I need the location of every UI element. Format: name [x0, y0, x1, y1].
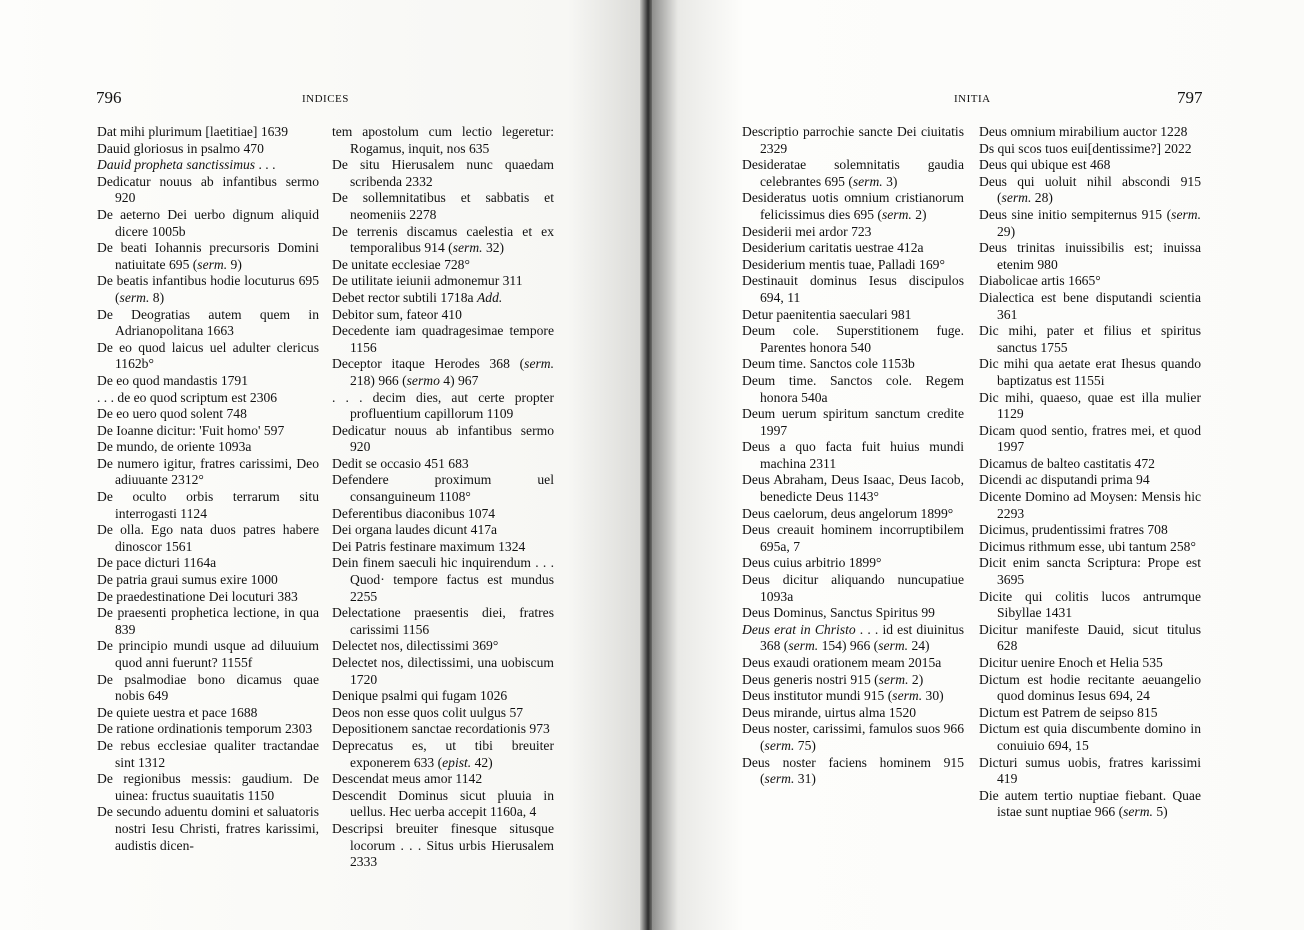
index-entry: Descriptio parrochie sancte Dei ciuitatis 2329 — [742, 124, 964, 156]
index-entry: Delectet nos, dilectissimi 369° — [332, 638, 499, 654]
index-entry: Denique psalmi qui fugam 1026 — [332, 688, 508, 704]
index-entry: Dicendi ac disputandi prima 94 — [979, 472, 1150, 488]
index-entry: Debitor sum, fateor 410 — [332, 306, 462, 322]
index-entry: Dein finem saeculi hic inquirendum . . . Quod· tempore factus est mundus 2255 — [332, 555, 554, 604]
index-entry: Deus dicitur aliquando nuncupatiue 1093a — [742, 572, 964, 604]
index-entry: De numero igitur, fratres carissimi, Deo adiuuante 2312° — [97, 455, 319, 488]
index-entry: Deus Dominus, Sanctus Spiritus 99 — [742, 605, 935, 621]
index-entry: De ratione ordinationis temporum 2303 — [97, 721, 313, 737]
index-entry: De eo quod laicus uel adulter clericus 1162b° — [97, 339, 319, 372]
index-entry: De eo quod mandastis 1791 — [97, 372, 249, 388]
index-entry: Deus generis nostri 915 (serm. 2) — [742, 671, 924, 687]
index-entry: De sollemnitatibus et sabbatis et neomeniis 2278 — [332, 190, 554, 222]
index-entry: Deus qui uoluit nihil abscondi 915 (serm. 28) — [979, 173, 1201, 206]
page-number-left: 796 — [96, 88, 122, 107]
index-entry: Delectet nos, dilectissimi, una uobiscum 1720 — [332, 655, 554, 687]
index-entry: De terrenis discamus caelestia et ex temporalibus 914 (serm. 32) — [332, 223, 554, 256]
index-entry: Debet rector subtili 1718a Add. — [332, 289, 503, 305]
index-entry: Descripsi breuiter finesque situsque locorum . . . Situs urbis Hierusalem 2333 — [332, 820, 554, 870]
index-entry: Dialectica est bene disputandi scientia 361 — [979, 289, 1201, 322]
index-entry: Dic mihi qua aetate erat Ihesus quando baptizatus est 1155i — [979, 356, 1201, 388]
index-entry: . . . decim dies, aut certe propter profluentium capillorum 1109 — [332, 389, 554, 422]
index-entry: Deum time. Sanctos cole 1153b — [742, 356, 915, 372]
index-column-left-1 — [97, 124, 319, 854]
index-entry: Dicamus de balteo castitatis 472 — [979, 455, 1155, 471]
index-entry: Desideratae solemnitatis gaudia celebrantes 695 (serm. 3) — [742, 157, 964, 189]
page-number-right: 797 — [1177, 88, 1203, 107]
index-entry: Dat mihi plurimum [laetitiae] 1639 — [97, 124, 289, 139]
index-entry: Dicit enim sancta Scriptura: Prope est 3695 — [979, 555, 1201, 588]
index-entry: Deus trinitas inuissibilis est; inuissa etenim 980 — [979, 240, 1201, 272]
index-entry: De pace dicturi 1164a — [97, 555, 217, 571]
index-entry: Deum time. Sanctos cole. Regem honora 540a — [742, 372, 964, 405]
index-entry: Desideratus uotis omnium cristianorum felicissimus dies 695 (serm. 2) — [742, 190, 964, 222]
index-entry: Desiderium caritatis uestrae 412a — [742, 240, 924, 256]
index-entry: De olla. Ego nata duos patres habere dinoscor 1561 — [97, 522, 319, 554]
index-entry: De praesenti prophetica lectione, in qua 839 — [97, 605, 319, 637]
index-entry: Deus Abraham, Deus Isaac, Deus Iacob, benedicte Deus 1143° — [742, 472, 964, 505]
running-head-left: INDICES — [302, 93, 349, 105]
index-entry: Defendere proximum uel consanguineum 1108° — [332, 472, 554, 505]
index-entry: Dei organa laudes dicunt 417a — [332, 522, 498, 538]
index-entry: De rebus ecclesiae qualiter tractandae sint 1312 — [97, 737, 319, 770]
index-entry: Dicimus rithmum esse, ubi tantum 258° — [979, 538, 1196, 554]
index-entry: Deum cole. Superstitionem fuge. Parentes honora 540 — [742, 323, 964, 355]
index-entry: De situ Hierusalem nunc quaedam scribenda 2332 — [332, 157, 554, 189]
index-entry: Deum uerum spiritum sanctum credite 1997 — [742, 406, 964, 438]
index-entry: Delectatione praesentis diei, fratres carissimi 1156 — [332, 605, 554, 637]
index-entry: De regionibus messis: gaudium. De uinea: fructus suauitatis 1150 — [97, 771, 319, 803]
index-entry: Dicam quod sentio, fratres mei, et quod 1997 — [979, 422, 1201, 455]
index-entry: Dic mihi, quaeso, quae est illa mulier 1129 — [979, 389, 1201, 422]
index-entry: Decedente iam quadragesimae tempore 1156 — [332, 323, 554, 355]
index-entry: De praedestinatione Dei locuturi 383 — [97, 588, 298, 604]
index-entry: Dedit se occasio 451 683 — [332, 455, 469, 471]
index-entry: tem apostolum cum lectio legeretur: Rogamus, inquit, nos 635 — [332, 124, 554, 156]
index-entry: Deus noster, carissimi, famulos suos 966 (serm. 75) — [742, 721, 964, 753]
index-entry: Deus noster faciens hominem 915 (serm. 31) — [742, 754, 964, 787]
index-entry: De aeterno Dei uerbo dignum aliquid dicere 1005b — [97, 206, 319, 239]
index-entry: Desiderium mentis tuae, Palladi 169° — [742, 256, 945, 272]
index-entry: Deus qui ubique est 468 — [979, 157, 1111, 173]
index-entry: Deus sine initio sempiternus 915 (serm. 29) — [979, 206, 1201, 239]
index-entry: Diabolicae artis 1665° — [979, 273, 1101, 289]
index-entry: Depositionem sanctae recordationis 973 — [332, 721, 550, 737]
index-entry: Dicturi sumus uobis, fratres karissimi 419 — [979, 754, 1201, 787]
index-entry: Deus cuius arbitrio 1899° — [742, 555, 882, 571]
index-entry: Dicimus, prudentissimi fratres 708 — [979, 522, 1168, 538]
index-entry: De Deogratias autem quem in Adrianopolitana 1663 — [97, 306, 319, 339]
index-entry: Dedicatur nouus ab infantibus sermo 920 — [97, 173, 319, 206]
index-entry: Deus omnium mirabilium auctor 1228 — [979, 124, 1188, 139]
index-entry: Detur paenitentia saeculari 981 — [742, 306, 912, 322]
index-entry: Deus erat in Christo . . . id est diuinitus 368 (serm. 154) 966 (serm. 24) — [742, 621, 964, 654]
index-entry: De unitate ecclesiae 728° — [332, 256, 470, 272]
index-entry: Destinauit dominus Iesus discipulos 694, 11 — [742, 273, 964, 305]
index-entry: . . . de eo quod scriptum est 2306 — [97, 389, 278, 405]
index-entry: Deos non esse quos colit uulgus 57 — [332, 704, 524, 720]
index-entry: Deus creauit hominem incorruptibilem 695a, 7 — [742, 522, 964, 554]
index-entry: De secundo aduentu domini et saluatoris nostri Iesu Christi, fratres karissimi, audistis dicen- — [97, 804, 319, 853]
index-entry: De eo uero quod solent 748 — [97, 406, 247, 422]
index-entry: De Ioanne dicitur: 'Fuit homo' 597 — [97, 422, 285, 438]
index-entry: Dicite qui colitis lucos antrumque Sibyllae 1431 — [979, 588, 1201, 621]
index-entry: De utilitate ieiunii admonemur 311 — [332, 273, 523, 289]
index-entry: Dictum est Patrem de seipso 815 — [979, 704, 1158, 720]
index-entry: De principio mundi usque ad diluuium quod anni fuerunt? 1155f — [97, 638, 319, 670]
index-entry: Dictum est quia discumbente domino in conuiuio 694, 15 — [979, 721, 1201, 753]
index-entry: De beatis infantibus hodie locuturus 695 (serm. 8) — [97, 273, 319, 305]
running-head-right: INITIA — [954, 93, 991, 105]
index-entry: De quiete uestra et pace 1688 — [97, 704, 258, 720]
index-entry: De patria graui sumus exire 1000 — [97, 572, 278, 588]
index-entry: Dicitur manifeste Dauid, sicut titulus 628 — [979, 621, 1201, 654]
index-entry: Ds qui scos tuos eui[dentissime?] 2022 — [979, 140, 1192, 156]
index-entry: Deus mirande, uirtus alma 1520 — [742, 704, 917, 720]
index-entry: Dic mihi, pater et filius et spiritus sanctus 1755 — [979, 323, 1201, 355]
index-entry: Deus a quo facta fuit huius mundi machina 2311 — [742, 439, 964, 471]
index-entry: Deprecatus es, ut tibi breuiter exponerem 633 (epist. 42) — [332, 737, 554, 770]
index-entry: Dicitur uenire Enoch et Helia 535 — [979, 655, 1163, 670]
index-entry: Dicente Domino ad Moysen: Mensis hic 2293 — [979, 489, 1201, 521]
index-entry: Dictum est hodie recitante aeuangelio quod dominus Iesus 694, 24 — [979, 671, 1201, 704]
index-entry: De psalmodiae bono dicamus quae nobis 649 — [97, 671, 319, 704]
index-entry: De beati Iohannis precursoris Domini natiuitate 695 (serm. 9) — [97, 240, 319, 272]
index-column-right-1 — [742, 124, 964, 788]
index-entry: Descendit Dominus sicut pluuia in uellus. Hec uerba accepit 1160a, 4 — [332, 787, 554, 820]
index-entry: Dei Patris festinare maximum 1324 — [332, 538, 526, 554]
index-column-left-2 — [332, 124, 554, 871]
right-page — [652, 0, 1304, 930]
index-entry: Deferentibus diaconibus 1074 — [332, 505, 496, 521]
index-entry: Descendat meus amor 1142 — [332, 771, 483, 787]
index-entry: Deus exaudi orationem meam 2015a — [742, 655, 942, 670]
index-entry: Deus caelorum, deus angelorum 1899° — [742, 505, 954, 521]
index-entry: De oculto orbis terrarum situ interrogasti 1124 — [97, 489, 319, 521]
left-page — [0, 0, 646, 930]
index-entry: Die autem tertio nuptiae fiebant. Quae istae sunt nuptiae 966 (serm. 5) — [979, 787, 1201, 820]
index-entry: Dauid prophetа sanctissimus . . . — [97, 157, 276, 173]
index-entry: Deceptor itaque Herodes 368 (serm. 218) 966 (sermo 4) 967 — [332, 356, 554, 388]
index-entry: Dedicatur nouus ab infantibus sermo 920 — [332, 422, 554, 455]
index-entry: Desiderii mei ardor 723 — [742, 223, 872, 239]
index-entry: Deus institutor mundi 915 (serm. 30) — [742, 688, 944, 704]
index-entry: Dauid gloriosus in psalmo 470 — [97, 140, 264, 156]
index-column-right-2 — [979, 124, 1201, 821]
index-entry: De mundo, de oriente 1093a — [97, 439, 252, 455]
